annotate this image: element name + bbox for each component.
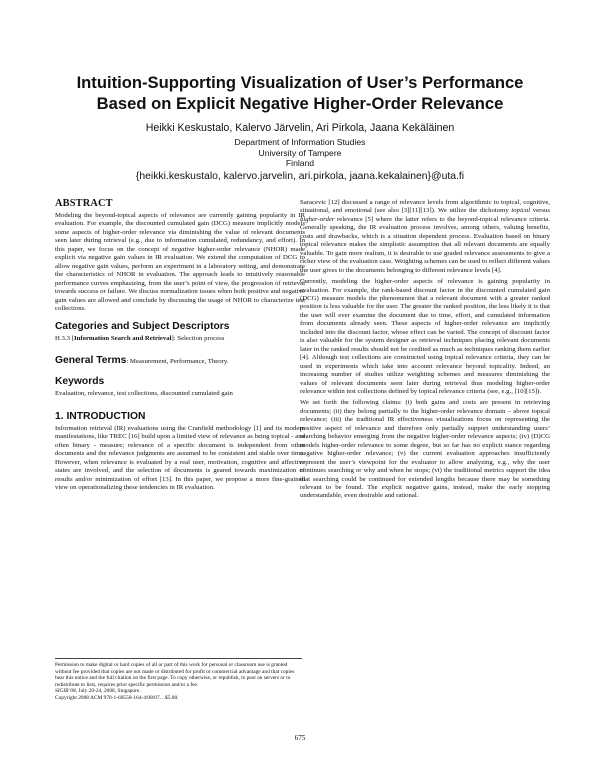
general-terms-section xyxy=(55,354,305,366)
page-number: 675 xyxy=(294,734,306,742)
venue-line: SIGIR’08, July 20-24, 2008, Singapore. xyxy=(55,688,141,695)
affiliation-department: Department of Information Studies xyxy=(234,137,366,147)
author-list: Heikki Keskustalo, Kalervo Järvelin, Ari Pirkola, Jaana Kekäläinen xyxy=(145,122,455,134)
title-line-2: Based on Explicit Negative Higher-Order Relevance xyxy=(96,94,504,113)
affiliation xyxy=(40,137,560,169)
keywords-text: Evaluation, relevance, test collections, discounted cumulated gain xyxy=(55,390,233,398)
keywords-section xyxy=(55,376,305,398)
permission-text: Permission to make digital or hard copies of all or part of this work for personal or classroom use is granted without fee provided that copies are not made or distributed for profit or commercial advantage and that copies bear this notice and the full citation on the first page. To copy otherwise, or republish, to post on servers or to redistribute to lists, requires prior specific permission and/or a fee. xyxy=(55,662,295,688)
introduction-section xyxy=(55,411,305,493)
categories-heading: Categories and Subject Descriptors xyxy=(55,321,230,333)
introduction-paragraph: Information retrieval (IR) evaluations using the Cranfield methodology [1] and its modern manifestations, like TREC [16] build upon a limited view of relevance as being topical - and often binary - measure; relevance of a specific document is independent from other documents and the relevance judgments are assumed to be consistent and stable over time. However, when relevance is evaluated by a real user, motivation, cognitive and affective states are involved, and the selection of documents is geared towards maximization of results and/or minimization of effort [13]. In this paper, we propose a more fine-grained view on operationalizing these tendencies in IR evaluation. xyxy=(55,424,305,491)
general-terms-line xyxy=(55,354,305,366)
affiliation-country: Finland xyxy=(285,158,315,168)
right-paragraph-2: Currently, modeling the higher-order aspects of relevance is gaining popularity in evaluation. For example, the rank-based discount factor in the discounted cumulated gain (DCG) measure models the phenomenon that a relevant document with a greater ranked position is less valuable for the user. The greater the ranked position, the less likely it is that the user will ever examine the document due to time, effort, and cumulated information from documents already seen. These aspects of higher-order relevance are implicitly included into the discount factor, whose effect can be varied. The concept of discount factor is also valuable for the system designer as retrieval techniques placing relevant documents later in the ranked results should not be credited as much as techniques ranking them earlier [4]. Although test collections are constructed using topical relevance criteria, they can be used in experiments which take into account relevance beyond topicality. Indeed, an increasing number of studies utilize weighting schemes and measures diminishing the values of relevant documents seen later during retrieval thus modeling higher-order relevance within test collections defined by topical relevance criteria (see, e.g., [10][15]). xyxy=(300,278,550,395)
author-emails: {heikki.keskustalo, kalervo.jarvelin, ari.pirkola, jaana.kekalainen}@uta.fi xyxy=(135,171,465,182)
paper-title xyxy=(40,72,560,114)
right-paragraph-3: We set forth the following claims: (i) both gains and costs are present in retrieving documents; (ii) they belong partially to the higher-order relevance domain – above topical relevance; (iii) the traditional IR effectiveness visualizations focus on representing the positive aspect of relevance and therefore only partially support understanding users’ searching behavior emerging from the negative higher-order relevance aspects; (iv) (D)CG models higher-order relevance to some degree, but so far has no explicit stance regarding negative higher-order relevance; (v) the current evaluation approaches insufficiently represent the user’s viewpoint for the evaluator to allow analyzing, e.g., why the user continues searching or why and when he stops; (vi) the traditional metrics support the idea that searching could be continued for extended lengths because there may be something relevant to be found. The explicit negative gains, instead, make the early stopping understandable, even desirable and rational. xyxy=(300,399,550,500)
general-terms-heading: General Terms xyxy=(55,354,127,366)
abstract-heading: ABSTRACT xyxy=(55,198,113,209)
abstract-text: Modeling the beyond-topical aspects of relevance are currently gaining popularity in IR evaluation. For example, the discounted cumulated gain (DCG) measure implicitly models some aspects of higher-order relevance via diminishing the value of relevant documents seen later during retrieval (e.g., due to information cumulated, redundancy, and effort). In this paper, we focus on the concept of negative higher-order relevance (NHOR) made explicit via negative gain values in IR evaluation. We extend the computation of DCG to allow negative gain values, perform an experiment in a laboratory setting, and demonstrate the characteristics of NHOR in evaluation. The approach leads to intuitively reasonable performance curves emphasizing, from the user’s point of view, the progression of retrieval towards success or failure. We discuss normalization issues when both positive and negative gain values are allowed and conclude by discussing the usage of NHOR to characterize test collections. xyxy=(55,212,305,312)
affiliation-university: University of Tampere xyxy=(258,147,342,158)
general-terms-text: : Measurement, Performance, Theory. xyxy=(126,357,229,365)
keywords-heading: Keywords xyxy=(55,376,105,388)
categories-text: H.3.3 [Information Search and Retrieval]: Selection process xyxy=(55,335,225,343)
title-line-1: Intuition-Supporting Visualization of User’s Performance xyxy=(76,73,524,92)
introduction-heading: 1. INTRODUCTION xyxy=(55,410,146,422)
permission-footnote xyxy=(55,658,302,702)
right-paragraph-1: Saracevic [12] discussed a range of relevance levels from algorithmic to topical, cognitive, situational, and emotional (see also [3][11][13]). We utilize the dichotomy topical versus higher-order relevance [5] where the latter refers to the beyond-topical relevance criteria. Generally speaking, the IR evaluation process involves, among others, valuing benefits, costs and drawbacks, which is a situation dependent process. Evaluation based on binary topical relevance makes the simplistic assumption that all relevant documents are equally valuable. To gain more realism, it is desirable to use graded relevance assessments to give a richer view of the evaluation case. Weighting schemes can be used to reflect different values the user gives to the documents belonging to different relevance levels [4]. xyxy=(300,199,551,274)
left-column xyxy=(55,198,305,492)
right-column xyxy=(300,199,550,501)
categories-section xyxy=(55,321,305,343)
copyright-line: Copyright 2008 ACM 978-1-60558-164-4/08/07…$5.00. xyxy=(55,694,179,701)
